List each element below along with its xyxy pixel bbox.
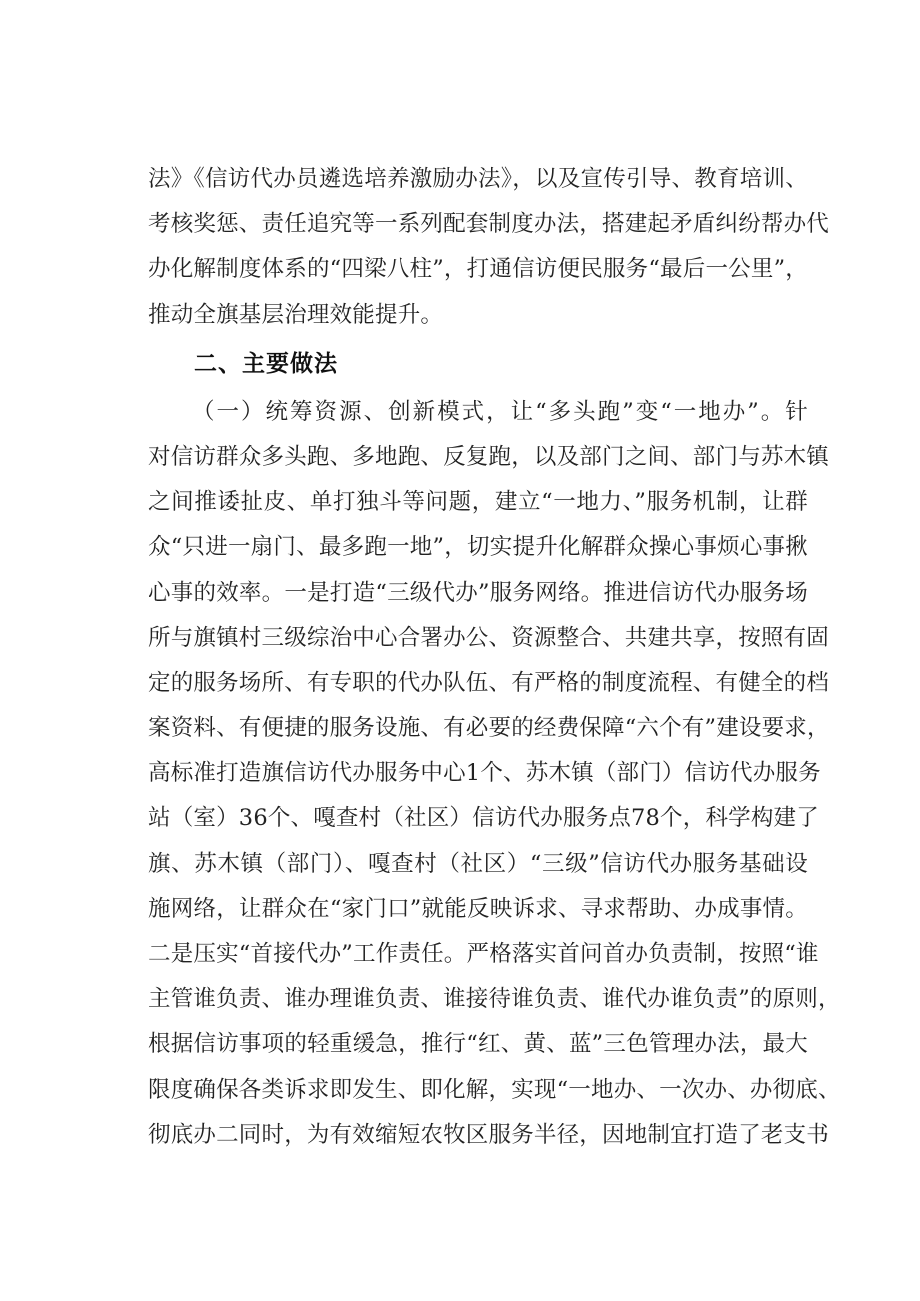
- body-line: 对信访群众多头跑、多地跑、反复跑，以及部门之间、部门与苏木镇: [148, 443, 830, 470]
- body-line: 所与旗镇村三级综治中心合署办公、资源整合、共建共享，按照有固: [148, 624, 830, 651]
- body-line: 站（室）36个、嘎查村（社区）信访代办服务点78个，科学构建了: [148, 805, 819, 832]
- section-heading: 二、主要做法: [194, 350, 338, 377]
- body-line: 高标准打造旗信访代办服务中心1个、苏木镇（部门）信访代办服务: [148, 760, 821, 787]
- body-line: 众“只进一扇门、最多跑一地”，切实提升化解群众操心事烦心事揪: [148, 534, 808, 561]
- body-line: 心事的效率。一是打造“三级代办”服务网络。推进信访代办服务场: [148, 579, 808, 606]
- body-line: 案资料、有便捷的服务设施、有必要的经费保障“六个有”建设要求，: [148, 715, 830, 742]
- intro-line: 法》《信访代办员遴选培养激励办法》，以及宣传引导、教育培训、: [148, 166, 808, 192]
- body-line: 根据信访事项的轻重缓急，推行“红、黄、蓝”三色管理办法，最大: [148, 1031, 808, 1058]
- body-line: 施网络，让群众在“家门口”就能反映诉求、寻求帮助、办成事情。: [148, 895, 808, 922]
- body-line: 主管谁负责、谁办理谁负责、谁接待谁负责、谁代办谁负责”的原则，: [148, 986, 841, 1013]
- body-line: 旗、苏木镇（部门）、嘎查村（社区）“三级”信访代办服务基础设: [148, 850, 808, 877]
- body-line: 限度确保各类诉求即发生、即化解，实现“一地办、一次办、办彻底、: [148, 1076, 841, 1103]
- body-line: （一）统筹资源、创新模式，让“多头跑”变“一地办”。针: [192, 398, 808, 425]
- intro-line: 考核奖惩、责任追究等一系列配套制度办法，搭建起矛盾纠纷帮办代: [148, 211, 830, 238]
- body-line: 之间推诿扯皮、单打独斗等问题，建立“一地力、”服务机制，让群: [148, 489, 808, 516]
- body-line: 定的服务场所、有专职的代办队伍、有严格的制度流程、有健全的档: [148, 669, 830, 696]
- body-line: 彻底办二同时，为有效缩短农牧区服务半径，因地制宜打造了老支书: [148, 1121, 830, 1148]
- intro-line: 推动全旗基层治理效能提升。: [148, 301, 444, 328]
- document-body: [148, 157, 841, 1158]
- intro-line: 办化解制度体系的“四梁八柱”，打通信访便民服务“最后一公里”，: [148, 256, 808, 283]
- body-line: 二是压实“首接代办”工作责任。严格落实首问首办负责制，按照“谁: [148, 941, 819, 967]
